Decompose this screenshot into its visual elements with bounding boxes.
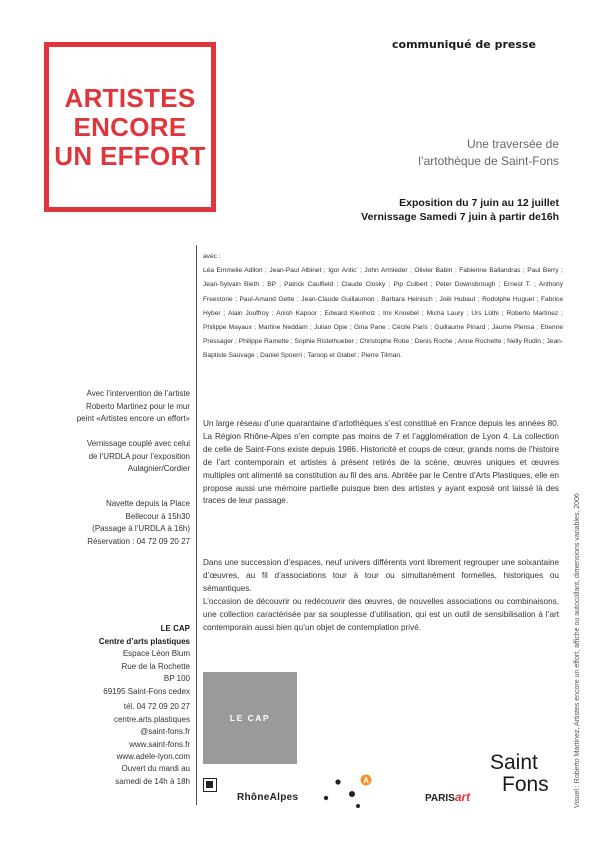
intervention-line: Avec l’intervention de l’artiste	[86, 389, 190, 398]
intervention-note	[30, 388, 190, 426]
visual-credit: Visuel : Roberto Martinez, Artistes encore un effort, affiche ou autocollant, dimensions variables, 2006	[574, 493, 581, 808]
saint-fons-logo	[490, 752, 549, 796]
contact-email[interactable]: centre.arts.plastiques	[113, 714, 190, 724]
vernissage-line: Aulagnier/Cordier	[127, 464, 190, 473]
body-paragraph-2a: Dans une succession d’espaces, neuf univers différents vont librement regrouper une soixantaine d’œuvres, au fil d’associations tour à tour ou simultanément formelles, historiques ou sémantiques.	[203, 558, 559, 593]
exposition-dates: Exposition du 7 juin au 12 juillet	[399, 197, 559, 209]
vernissage-date: Vernissage Samedi 7 juin à partir de16h	[361, 211, 559, 223]
hours-line: samedi de 14h à 18h	[115, 776, 190, 786]
rhone-alpes-logo: RhôneAlpes	[237, 792, 299, 803]
le-cap-logo-text: LE CAP	[229, 713, 271, 723]
shuttle-note	[30, 498, 190, 548]
shuttle-line: Bellecour à 15h30	[125, 511, 190, 521]
hours-line: Ouvert du mardi au	[121, 764, 190, 773]
subtitle-line-2: l’artothèque de Saint-Fons	[418, 154, 559, 168]
saint-text: Saint	[490, 751, 538, 774]
artists-names: Léa Emmelie Adilon ; Jean-Paul Albinet ; Igor Antic’ ; John Armleder ; Olivier Babin ; Fabienne Ballandras ; Paul Berry ; Jean-Sylvain Bieth ; BP ; Patrick Caulfield ; Claude Closky ; Pip Culbert ; Peter Downsbrough ; Ernest T. ; Anthony Freestone ; Paul-Amand Gette ; Jean-Claude Guillaumon ; Barbara Heinisch ; Joël Hubaut ; Rodolphe Huguet ; Fabrice Hyber ; Alain Jouffroy ; Anish Kapoor ; Edward Kienholz ; Imi Knoebel ; Micha Laury ; Urs Lüthi ; Roberto Martinez ; Philippe Mayaux ; Martine Neddam ; Julian Opie ; Gina Pane ; Cécile Paris ; Guillaume Pinard ; Jaume Plensa ; Etienne Pressager ; Philippe Ramette ; Sophie Ristelhueber ; Christophe Robe ; Denis Roche ; Anne Rochette ; Nelly Rudin ; Jean-Baptiste Sauvage ; Daniel Spoerri ; Taroop et Glabel ; Pierre Tilman.	[203, 267, 563, 360]
website-link[interactable]: www.adele-lyon.com	[116, 752, 190, 761]
intervention-line: Roberto Martinez pour le mur	[85, 401, 190, 411]
art-text: art	[454, 790, 471, 804]
venue-name: LE CAP	[160, 624, 190, 633]
website-link[interactable]: www.saint-fons.fr	[129, 739, 190, 749]
contact-phone: tél. 04 72 09 20 27	[123, 702, 190, 711]
opening-hours	[30, 763, 190, 788]
column-divider	[196, 245, 197, 805]
artists-list	[203, 250, 563, 364]
body-paragraph-2b: L’occasion de découvrir ou redécouvrir des œuvres, de nouvelles associations ou combinaisons, une collection caractérisée par sa souplesse d’utilisation, qui est un outil de sensibilisation à l’art contemporain aussi bien qu’un objet de contemplation privé.	[203, 596, 559, 632]
vernissage-line: de l’URDLA pour l’exposition	[88, 451, 190, 461]
venue-address	[30, 623, 190, 698]
adele-letter: A	[363, 776, 369, 786]
shuttle-line: Navette depuis la Place	[105, 499, 190, 508]
artists-intro: avec :	[203, 253, 221, 260]
title-box	[44, 42, 216, 212]
fons-text: Fons	[502, 773, 549, 796]
address-line: 69195 Saint-Fons cedex	[103, 686, 190, 696]
contact-email-domain[interactable]: @saint-fons.fr	[140, 727, 190, 736]
le-cap-logo	[203, 672, 297, 764]
title-line-3: UN EFFORT	[54, 140, 206, 171]
vernissage-line: Vernissage couplé avec celui	[86, 439, 190, 448]
paris-art-logo	[425, 790, 470, 804]
contact-info	[30, 701, 190, 764]
title-line-2: ENCORE	[73, 111, 187, 142]
venue-subtitle: Centre d’arts plastiques	[98, 636, 190, 646]
vernissage-note	[30, 438, 190, 476]
adele-logo-icon	[318, 770, 408, 810]
body-paragraph-2	[203, 557, 559, 634]
exhibition-dates	[361, 196, 559, 224]
address-line: Espace Léon Blum	[122, 649, 190, 658]
subtitle-line-1: Une traversée de	[466, 137, 559, 151]
shuttle-line: (Passage à l’URDLA à 16h)	[92, 524, 190, 533]
subtitle	[418, 136, 559, 170]
paris-text: PARIS	[425, 793, 455, 804]
title-line-1: ARTISTES	[64, 82, 196, 113]
intervention-line: peint «Artistes encore un effort»	[76, 414, 190, 423]
press-release-label: communiqué de presse	[392, 38, 536, 51]
body-paragraph-1: Un large réseau d’une quarantaine d’artothèques s’est constitué en France depuis les années 80. La Région Rhône-Alpes n’en compte pas moins de 7 et l’agglomération de Lyon 4. La collection de celle de Saint-Fons existe depuis 1986. Historicité et coups de cœur, grands noms de l’histoire de l’art contemporain et artistes à présent retirés de la scène, œuvres uniques et œuvres multiples ont alimenté sa constitution au fil des ans. Abritée par le Centre d’Arts Plastiques, elle en propose aussi une mémoire partielle puisque bien des artistes y ayant exposé ont laissé là des traces de leur passage.	[203, 419, 559, 506]
address-line: BP 100	[163, 674, 190, 683]
address-line: Rue de la Rochette	[121, 661, 190, 671]
reservation-phone: Réservation : 04 72 09 20 27	[87, 536, 190, 546]
ministry-logo-icon	[203, 778, 217, 792]
